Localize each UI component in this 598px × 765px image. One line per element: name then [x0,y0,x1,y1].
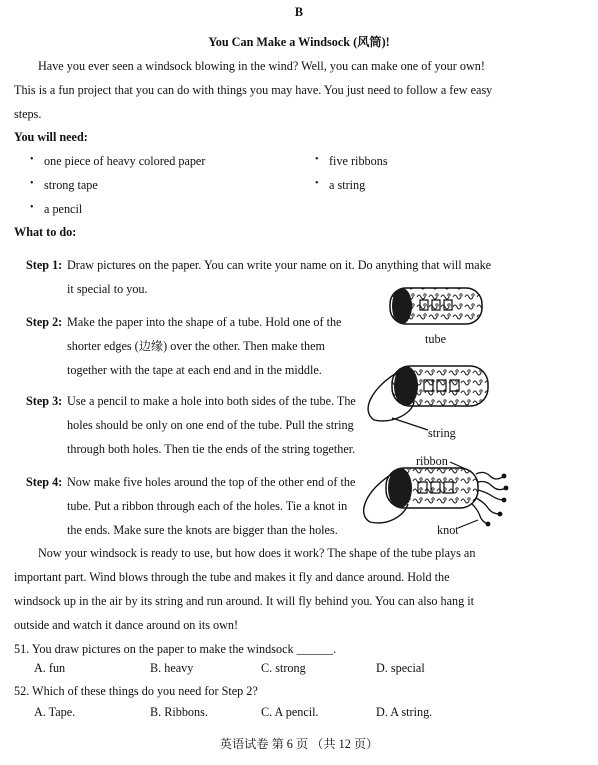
ribbon-label: ribbon [416,454,448,468]
step-4-line: Now make five holes around the top of the other end of the [67,475,356,489]
question-52-option-b[interactable]: B. Ribbons. [150,705,208,719]
bullet-icon: • [30,202,34,213]
question-51-option-a[interactable]: A. fun [34,661,66,675]
step-3-label: Step 3: [26,394,63,408]
material-item: a string [329,178,366,192]
step-1-label: Step 1: [26,258,63,272]
material-item: a pencil [44,202,83,216]
bullet-icon: • [315,178,319,189]
string-label: string [428,426,456,440]
step-2-line: Make the paper into the shape of a tube. Hold one of the [67,315,342,329]
section-letter: B [294,5,304,19]
tube-label: tube [425,332,446,346]
step-3-line: through both holes. Then tie the ends of the string together. [67,442,356,456]
bullet-icon: • [315,154,319,165]
step-2-line: shorter edges (边缘) over the other. Then make them [67,339,326,353]
material-item: strong tape [44,178,98,192]
closing-line-1: Now your windsock is ready to use, but how does it work? The shape of the tube plays an [38,546,476,560]
question-51-option-b[interactable]: B. heavy [150,661,194,675]
ribbon-figure [352,456,514,536]
question-52-option-c[interactable]: C. A pencil. [261,705,319,719]
intro-line-2: This is a fun project that you can do with things you may have. You just need to follow a few easy [14,83,493,97]
question-52-option-d[interactable]: D. A string. [376,705,433,719]
bullet-icon: • [30,178,34,189]
material-item: five ribbons [329,154,388,168]
question-52-stem: 52. Which of these things do you need for Step 2? [14,684,258,698]
page-footer: 英语试卷 第 6 页 （共 12 页） [219,737,379,751]
step-4-label: Step 4: [26,475,63,489]
step-3-line: holes should be only on one end of the tube. Pull the string [67,418,354,432]
question-51-option-d[interactable]: D. special [376,661,425,675]
intro-line-3: steps. [14,107,42,121]
need-heading: You will need: [14,130,88,144]
step-2-label: Step 2: [26,315,63,329]
step-1-line: Draw pictures on the paper. You can write your name on it. Do anything that will make [67,258,492,272]
string-figure [352,358,502,443]
step-2-line: together with the tape at each end and in the middle. [67,363,322,377]
step-4-line: tube. Put a ribbon through each of the holes. Tie a knot in [67,499,348,513]
question-52-option-a[interactable]: A. Tape. [34,705,76,719]
step-4-line: the ends. Make sure the knots are bigger than the holes. [67,523,338,537]
closing-line-3: windsock up in the air by its string and run around. It will fly behind you. You can also hang it [14,594,475,608]
closing-line-4: outside and watch it dance around on its own! [14,618,239,632]
question-51-stem: 51. You draw pictures on the paper to make the windsock ______. [14,642,337,656]
closing-line-2: important part. Wind blows through the tube and makes it fly and dance around. Hold the [14,570,450,584]
passage-title: You Can Make a Windsock (风筒)! [208,35,390,49]
question-51-option-c[interactable]: C. strong [261,661,306,675]
knot-label: knot [437,523,459,537]
todo-heading: What to do: [14,225,77,239]
step-3-line: Use a pencil to make a hole into both sides of the tube. The [67,394,356,408]
bullet-icon: • [30,154,34,165]
material-item: one piece of heavy colored paper [44,154,206,168]
intro-line-1: Have you ever seen a windsock blowing in the wind? Well, you can make one of your own! [38,59,485,73]
step-1-line: it special to you. [67,282,148,296]
